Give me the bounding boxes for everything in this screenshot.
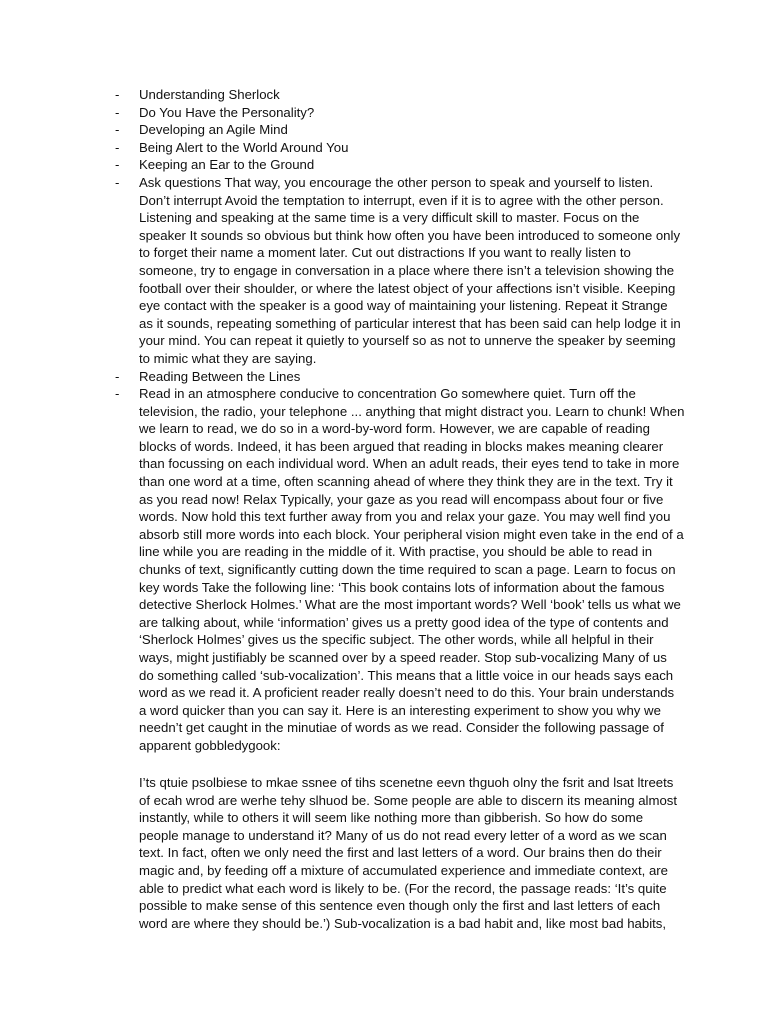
- list-item: [115, 121, 685, 139]
- list-item-text: Ask questions That way, you encourage the other person to speak and yourself to listen. Don’t interrupt Avoid the temptation to interrupt, even if it is to agree with the other person. Listening and speaking at the same time is a very difficult skill to master. Focus on the speaker It sounds so obvious but think how often you have been introduced to someone only to forget their name a moment later. Cut out distractions If you want to really listen to someone, try to engage in conversation in a place where there isn’t a television showing the football over their shoulder, or where the latest object of your affections isn’t visible. Keeping eye contact with the speaker is a good way of maintaining your listening. Repeat it Strange as it sounds, repeating something of particular interest that has been said can help lodge it in your mind. You can repeat it quietly to yourself so as not to unnerve the speaker by seeming to mimic what they are saying.: [139, 174, 681, 366]
- body-paragraph: I’ts qtuie psolbiese to mkae ssnee of tihs scenetne eevn thguoh olny the fsrit and lsat ltreets of ecah wrod are werhe tehy slhuod be. Some people are able to discern its meaning almost instantly, while to others it will seem like nothing more than gibberish. So how do some people manage to understand it? Many of us do not read every letter of a word as we scan text. In fact, often we only need the first and last letters of a word. Our brains then do their magic and, by feeding off a mixture of accumulated experience and immediate context, are able to predict what each word is likely to be. (For the record, the passage reads: ‘It’s quite possible to make sense of this sentence even though only the first and last letters of each word are where they should be.’) Sub-vocalization is a bad habit and, like most bad habits,: [139, 775, 678, 931]
- bullet-dash: -: [115, 122, 120, 138]
- bullet-dash: -: [115, 104, 120, 120]
- list-item: [115, 156, 685, 174]
- list-item: [115, 139, 685, 157]
- list-item-text: Read in an atmosphere conducive to concentration Go somewhere quiet. Turn off the television, the radio, your telephone ... anything that might distract you. Learn to chunk! When we learn to read, we do so in a word-by-word form. However, we are capable of reading blocks of words. Indeed, it has been argued that reading in blocks makes meaning clearer than focussing on each individual word. When an adult reads, their eyes tend to take in more than one word at a time, often scanning ahead of where they think they are in the text. Try it as you read now! Relax Typically, your gaze as you read will encompass about four or five words. Now hold this text further away from you and relax your gaze. You may well find you absorb still more words into each block. Your peripheral vision might even take in the end of a line while you are reading in the middle of it. With practise, you should be able to read in chunks of text, significantly cutting down the time required to scan a page. Learn to focus on key words Take the following line: ‘This book contains lots of information about the famous detective Sherlock Holmes.’ What are the most important words? Well ‘book’ tells us what we are talking about, while ‘information’ gives us a pretty good idea of the type of contents and ‘Sherlock Holmes’ gives us the specific subject. The other words, while all helpful in their ways, might justifiably be scanned over by a speed reader. Stop sub-vocalizing Many of us do something called ‘sub-vocalization’. This means that a little voice in our heads says each word as we read it. A proficient reader really doesn’t need to do this. Your brain understands a word quicker than you can say it. Here is an interesting experiment to show you why we needn’t get caught in the minutiae of words as we read. Consider the following passage of apparent gobbledygook:: [139, 386, 685, 753]
- list-item-text: Keeping an Ear to the Ground: [139, 157, 315, 173]
- list-item: [115, 385, 685, 754]
- list-item: [115, 86, 685, 104]
- list-item: [115, 174, 685, 368]
- bullet-dash: -: [115, 368, 120, 384]
- list-item-text: Being Alert to the World Around You: [139, 139, 349, 155]
- list-item-text: Developing an Agile Mind: [139, 122, 288, 138]
- list-item: [115, 104, 685, 122]
- bullet-dash: -: [115, 174, 120, 190]
- list-item-text: Reading Between the Lines: [139, 368, 301, 384]
- bullet-dash: -: [115, 87, 120, 102]
- list-item: [115, 368, 685, 386]
- list-item-text: Do You Have the Personality?: [139, 104, 315, 120]
- bullet-dash: -: [115, 386, 120, 402]
- bullet-list: [115, 86, 685, 755]
- bullet-dash: -: [115, 157, 120, 173]
- bullet-dash: -: [115, 139, 120, 155]
- list-item-text: Understanding Sherlock: [139, 87, 280, 102]
